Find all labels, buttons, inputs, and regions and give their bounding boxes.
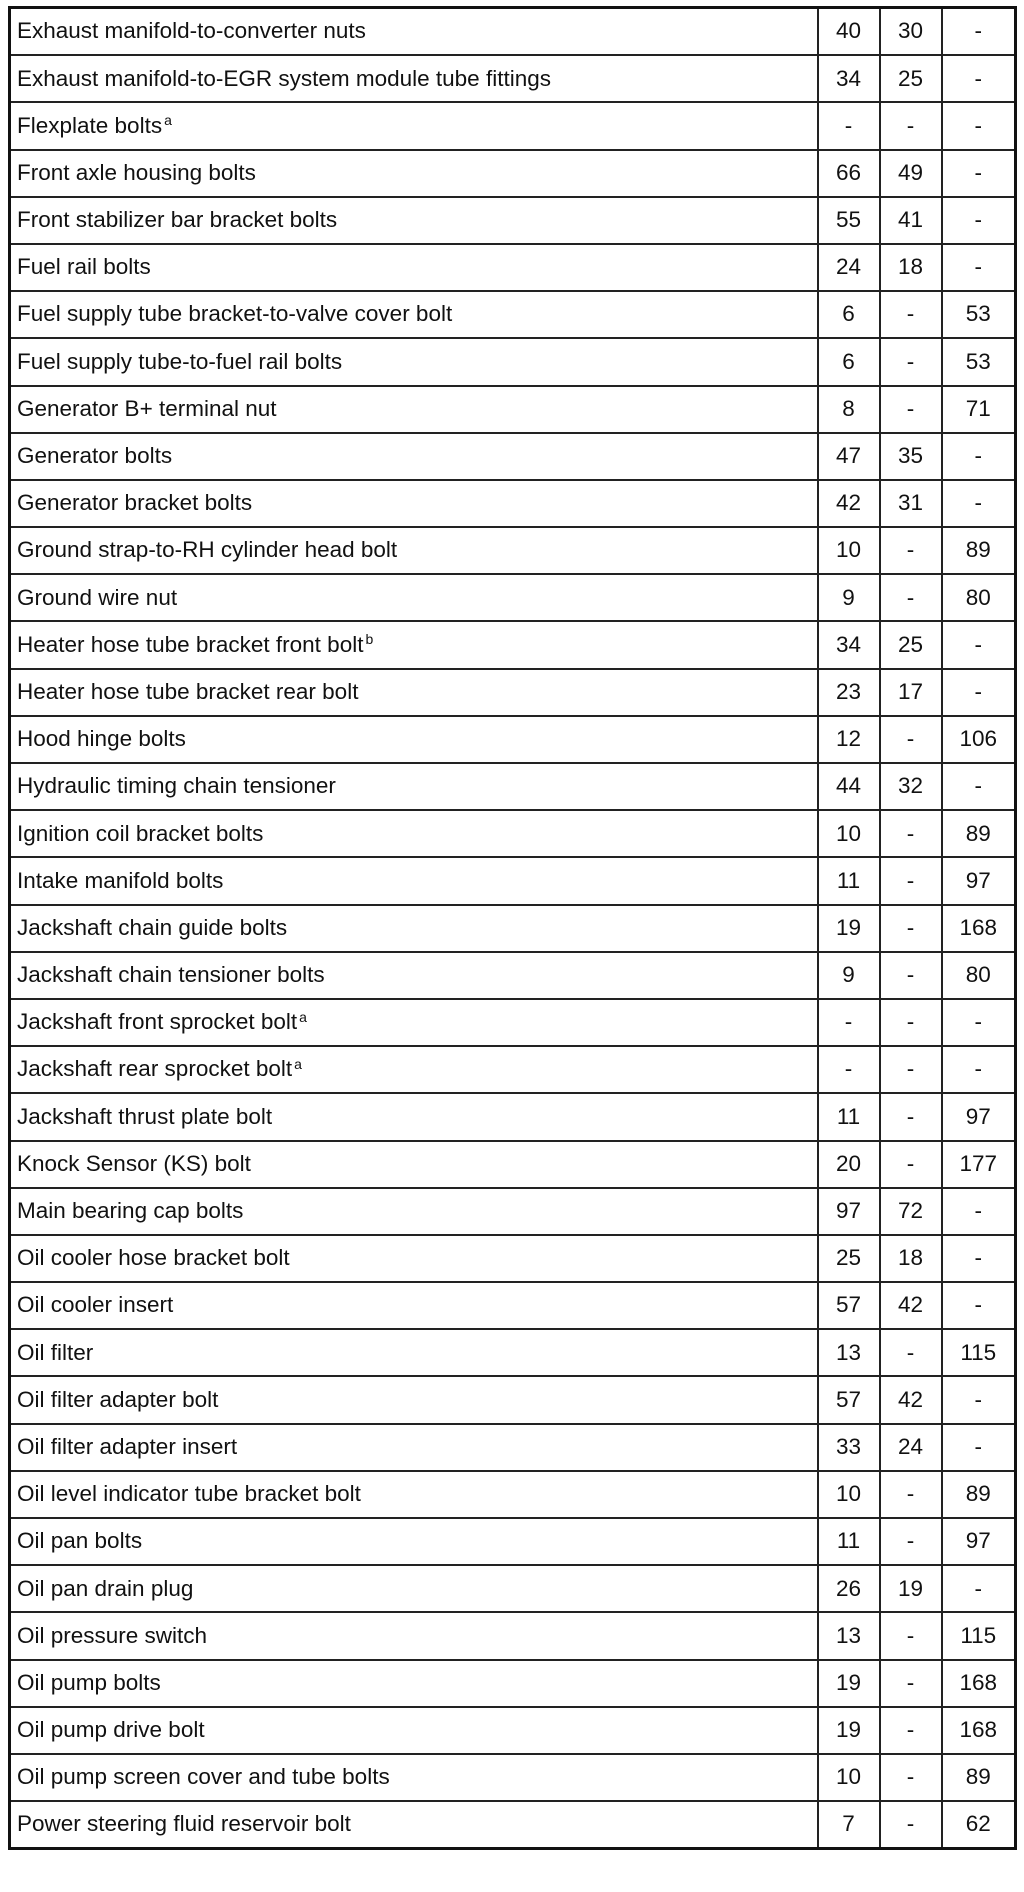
table-row bbox=[10, 386, 1016, 433]
torque-lbin-cell: 62 bbox=[942, 1801, 1016, 1849]
torque-lbft-cell: - bbox=[880, 1612, 942, 1659]
torque-lbft-cell: - bbox=[880, 1471, 942, 1518]
torque-lbft-cell: 24 bbox=[880, 1424, 942, 1471]
torque-nm-cell: 10 bbox=[818, 527, 880, 574]
torque-lbft-cell: - bbox=[880, 905, 942, 952]
torque-nm-cell: 55 bbox=[818, 197, 880, 244]
table-row bbox=[10, 1612, 1016, 1659]
torque-lbin-cell: 168 bbox=[942, 1660, 1016, 1707]
torque-lbft-cell: - bbox=[880, 527, 942, 574]
fastener-description: Heater hose tube bracket front bolt bbox=[17, 631, 364, 657]
fastener-description-cell bbox=[10, 763, 818, 810]
torque-lbft-cell: - bbox=[880, 1093, 942, 1140]
torque-lbin-cell: - bbox=[942, 1188, 1016, 1235]
table-row bbox=[10, 1046, 1016, 1093]
torque-nm-cell: 34 bbox=[818, 55, 880, 102]
fastener-description-cell bbox=[10, 244, 818, 291]
table-row bbox=[10, 1282, 1016, 1329]
torque-nm-cell: 19 bbox=[818, 1660, 880, 1707]
torque-nm-cell: 19 bbox=[818, 1707, 880, 1754]
fastener-description-cell bbox=[10, 1141, 818, 1188]
torque-lbin-cell: 168 bbox=[942, 1707, 1016, 1754]
torque-lbft-cell: 35 bbox=[880, 433, 942, 480]
table-row bbox=[10, 1329, 1016, 1376]
fastener-description: Front stabilizer bar bracket bolts bbox=[17, 207, 338, 233]
torque-lbft-cell: 72 bbox=[880, 1188, 942, 1235]
fastener-description-cell bbox=[10, 669, 818, 716]
table-row bbox=[10, 433, 1016, 480]
torque-nm-cell: 6 bbox=[818, 291, 880, 338]
table-row bbox=[10, 716, 1016, 763]
fastener-description: Heater hose tube bracket rear bolt bbox=[17, 678, 359, 704]
table-row bbox=[10, 102, 1016, 149]
torque-lbin-cell: 71 bbox=[942, 386, 1016, 433]
fastener-description-cell bbox=[10, 433, 818, 480]
fastener-description-cell bbox=[10, 574, 818, 621]
torque-lbft-cell: - bbox=[880, 857, 942, 904]
fastener-description: Front axle housing bolts bbox=[17, 159, 256, 185]
fastener-description-cell bbox=[10, 8, 818, 56]
table-row bbox=[10, 1093, 1016, 1140]
table-row bbox=[10, 669, 1016, 716]
fastener-description: Oil filter bbox=[17, 1339, 94, 1365]
torque-lbin-cell: 106 bbox=[942, 716, 1016, 763]
fastener-description-cell bbox=[10, 197, 818, 244]
table-row bbox=[10, 1565, 1016, 1612]
torque-lbft-cell: 25 bbox=[880, 55, 942, 102]
torque-lbin-cell: - bbox=[942, 621, 1016, 668]
fastener-description-cell bbox=[10, 1282, 818, 1329]
fastener-description-cell bbox=[10, 1235, 818, 1282]
fastener-description-cell bbox=[10, 150, 818, 197]
torque-lbin-cell: 177 bbox=[942, 1141, 1016, 1188]
torque-specifications-table bbox=[8, 6, 1017, 1850]
table-row bbox=[10, 1754, 1016, 1801]
fastener-description: Jackshaft thrust plate bolt bbox=[17, 1103, 273, 1129]
table-row bbox=[10, 338, 1016, 385]
torque-nm-cell: 19 bbox=[818, 905, 880, 952]
torque-lbft-cell: 42 bbox=[880, 1376, 942, 1423]
torque-lbin-cell: - bbox=[942, 1424, 1016, 1471]
fastener-description: Oil filter adapter bolt bbox=[17, 1386, 219, 1412]
torque-lbft-cell: - bbox=[880, 1518, 942, 1565]
torque-lbin-cell: 115 bbox=[942, 1329, 1016, 1376]
table-row bbox=[10, 999, 1016, 1046]
fastener-description: Jackshaft chain guide bolts bbox=[17, 914, 288, 940]
torque-lbin-cell: - bbox=[942, 55, 1016, 102]
torque-lbft-cell: 18 bbox=[880, 1235, 942, 1282]
torque-nm-cell: 40 bbox=[818, 8, 880, 56]
fastener-description-cell bbox=[10, 338, 818, 385]
torque-nm-cell: 9 bbox=[818, 952, 880, 999]
torque-lbft-cell: 18 bbox=[880, 244, 942, 291]
fastener-description-cell bbox=[10, 1046, 818, 1093]
torque-lbft-cell: - bbox=[880, 999, 942, 1046]
fastener-description-cell bbox=[10, 716, 818, 763]
torque-nm-cell: 57 bbox=[818, 1282, 880, 1329]
table-row bbox=[10, 55, 1016, 102]
torque-lbft-cell: - bbox=[880, 102, 942, 149]
fastener-description: Hood hinge bolts bbox=[17, 726, 186, 752]
torque-lbin-cell: - bbox=[942, 480, 1016, 527]
table-row bbox=[10, 1376, 1016, 1423]
fastener-description-cell bbox=[10, 1754, 818, 1801]
torque-nm-cell: 34 bbox=[818, 621, 880, 668]
fastener-description: Generator bolts bbox=[17, 443, 173, 469]
torque-nm-cell: 11 bbox=[818, 1093, 880, 1140]
fastener-description: Oil pump drive bolt bbox=[17, 1717, 205, 1743]
torque-nm-cell: - bbox=[818, 999, 880, 1046]
torque-lbft-cell: - bbox=[880, 1046, 942, 1093]
torque-nm-cell: 26 bbox=[818, 1565, 880, 1612]
torque-lbft-cell: - bbox=[880, 291, 942, 338]
torque-lbin-cell: 53 bbox=[942, 291, 1016, 338]
torque-lbin-cell: 97 bbox=[942, 857, 1016, 904]
fastener-description: Fuel supply tube bracket-to-valve cover bolt bbox=[17, 301, 453, 327]
fastener-description-cell bbox=[10, 1565, 818, 1612]
torque-lbft-cell: - bbox=[880, 1754, 942, 1801]
fastener-description: Jackshaft front sprocket bolt bbox=[17, 1009, 298, 1035]
fastener-description-cell bbox=[10, 1660, 818, 1707]
fastener-description: Flexplate bolts bbox=[17, 112, 163, 138]
table-row bbox=[10, 8, 1016, 56]
fastener-description: Main bearing cap bolts bbox=[17, 1198, 244, 1224]
table-row bbox=[10, 1141, 1016, 1188]
fastener-description: Exhaust manifold-to-EGR system module tube fittings bbox=[17, 65, 551, 91]
torque-nm-cell: 44 bbox=[818, 763, 880, 810]
fastener-description: Oil pan drain plug bbox=[17, 1575, 194, 1601]
torque-nm-cell: - bbox=[818, 1046, 880, 1093]
table-row bbox=[10, 1518, 1016, 1565]
torque-lbft-cell: 31 bbox=[880, 480, 942, 527]
torque-nm-cell: 33 bbox=[818, 1424, 880, 1471]
fastener-description-cell bbox=[10, 621, 818, 668]
torque-nm-cell: 11 bbox=[818, 1518, 880, 1565]
fastener-description: Knock Sensor (KS) bolt bbox=[17, 1150, 251, 1176]
fastener-description-cell bbox=[10, 1801, 818, 1849]
fastener-description: Oil level indicator tube bracket bolt bbox=[17, 1481, 361, 1507]
torque-lbin-cell: - bbox=[942, 669, 1016, 716]
table-row bbox=[10, 244, 1016, 291]
fastener-description: Ignition coil bracket bolts bbox=[17, 820, 264, 846]
torque-lbin-cell: 97 bbox=[942, 1518, 1016, 1565]
torque-lbin-cell: - bbox=[942, 1046, 1016, 1093]
torque-nm-cell: 7 bbox=[818, 1801, 880, 1849]
torque-lbft-cell: - bbox=[880, 952, 942, 999]
torque-nm-cell: 8 bbox=[818, 386, 880, 433]
torque-lbin-cell: - bbox=[942, 150, 1016, 197]
torque-lbin-cell: - bbox=[942, 8, 1016, 56]
torque-lbft-cell: 42 bbox=[880, 1282, 942, 1329]
fastener-description-cell bbox=[10, 1612, 818, 1659]
fastener-description-cell bbox=[10, 386, 818, 433]
fastener-description-cell bbox=[10, 1188, 818, 1235]
torque-lbft-cell: 17 bbox=[880, 669, 942, 716]
table-row bbox=[10, 810, 1016, 857]
torque-lbft-cell: - bbox=[880, 716, 942, 763]
fastener-description: Hydraulic timing chain tensioner bbox=[17, 773, 336, 799]
table-row bbox=[10, 1801, 1016, 1849]
fastener-description: Exhaust manifold-to-converter nuts bbox=[17, 18, 366, 44]
fastener-description: Ground strap-to-RH cylinder head bolt bbox=[17, 537, 398, 563]
table-row bbox=[10, 857, 1016, 904]
torque-lbin-cell: 89 bbox=[942, 527, 1016, 574]
torque-nm-cell: 6 bbox=[818, 338, 880, 385]
torque-nm-cell: 47 bbox=[818, 433, 880, 480]
torque-lbin-cell: - bbox=[942, 433, 1016, 480]
torque-lbft-cell: - bbox=[880, 1707, 942, 1754]
torque-lbft-cell: - bbox=[880, 574, 942, 621]
torque-nm-cell: 97 bbox=[818, 1188, 880, 1235]
table-row bbox=[10, 527, 1016, 574]
torque-lbin-cell: - bbox=[942, 1376, 1016, 1423]
fastener-description-cell bbox=[10, 999, 818, 1046]
torque-nm-cell: 20 bbox=[818, 1141, 880, 1188]
table-row bbox=[10, 621, 1016, 668]
fastener-description-cell bbox=[10, 810, 818, 857]
fastener-description-cell bbox=[10, 55, 818, 102]
torque-lbin-cell: 115 bbox=[942, 1612, 1016, 1659]
table-body bbox=[10, 8, 1016, 1849]
torque-lbft-cell: 41 bbox=[880, 197, 942, 244]
torque-lbin-cell: 80 bbox=[942, 574, 1016, 621]
torque-lbft-cell: - bbox=[880, 1329, 942, 1376]
torque-lbin-cell: - bbox=[942, 244, 1016, 291]
table-row bbox=[10, 763, 1016, 810]
torque-lbin-cell: - bbox=[942, 197, 1016, 244]
fastener-description: Oil pump bolts bbox=[17, 1669, 161, 1695]
torque-lbft-cell: 19 bbox=[880, 1565, 942, 1612]
footnote-marker: b bbox=[365, 631, 374, 648]
torque-nm-cell: 11 bbox=[818, 857, 880, 904]
table-row bbox=[10, 574, 1016, 621]
torque-lbft-cell: 49 bbox=[880, 150, 942, 197]
torque-nm-cell: 66 bbox=[818, 150, 880, 197]
torque-lbft-cell: - bbox=[880, 810, 942, 857]
fastener-description: Power steering fluid reservoir bolt bbox=[17, 1811, 351, 1837]
table-row bbox=[10, 480, 1016, 527]
torque-lbft-cell: - bbox=[880, 1801, 942, 1849]
torque-lbft-cell: 30 bbox=[880, 8, 942, 56]
torque-nm-cell: - bbox=[818, 102, 880, 149]
fastener-description: Intake manifold bolts bbox=[17, 867, 224, 893]
table-row bbox=[10, 1660, 1016, 1707]
torque-nm-cell: 13 bbox=[818, 1329, 880, 1376]
table-row bbox=[10, 1424, 1016, 1471]
torque-lbin-cell: 89 bbox=[942, 1471, 1016, 1518]
fastener-description-cell bbox=[10, 1518, 818, 1565]
torque-lbin-cell: - bbox=[942, 999, 1016, 1046]
fastener-description-cell bbox=[10, 102, 818, 149]
torque-lbft-cell: - bbox=[880, 1141, 942, 1188]
fastener-description-cell bbox=[10, 1707, 818, 1754]
torque-lbft-cell: 32 bbox=[880, 763, 942, 810]
torque-nm-cell: 23 bbox=[818, 669, 880, 716]
torque-nm-cell: 10 bbox=[818, 810, 880, 857]
torque-nm-cell: 10 bbox=[818, 1754, 880, 1801]
table-row bbox=[10, 905, 1016, 952]
table-row bbox=[10, 291, 1016, 338]
table-row bbox=[10, 1707, 1016, 1754]
table-row bbox=[10, 1188, 1016, 1235]
fastener-description-cell bbox=[10, 905, 818, 952]
table-row bbox=[10, 1235, 1016, 1282]
fastener-description-cell bbox=[10, 857, 818, 904]
torque-nm-cell: 10 bbox=[818, 1471, 880, 1518]
fastener-description-cell bbox=[10, 1471, 818, 1518]
fastener-description-cell bbox=[10, 291, 818, 338]
torque-lbin-cell: - bbox=[942, 1282, 1016, 1329]
torque-nm-cell: 9 bbox=[818, 574, 880, 621]
table-row bbox=[10, 150, 1016, 197]
fastener-description: Generator B+ terminal nut bbox=[17, 395, 277, 421]
torque-lbin-cell: 80 bbox=[942, 952, 1016, 999]
torque-nm-cell: 57 bbox=[818, 1376, 880, 1423]
fastener-description: Fuel rail bolts bbox=[17, 254, 151, 280]
fastener-description: Jackshaft rear sprocket bolt bbox=[17, 1056, 293, 1082]
torque-nm-cell: 12 bbox=[818, 716, 880, 763]
torque-lbin-cell: 53 bbox=[942, 338, 1016, 385]
fastener-description-cell bbox=[10, 1424, 818, 1471]
torque-lbin-cell: - bbox=[942, 1235, 1016, 1282]
torque-lbft-cell: 25 bbox=[880, 621, 942, 668]
torque-nm-cell: 42 bbox=[818, 480, 880, 527]
torque-lbin-cell: - bbox=[942, 1565, 1016, 1612]
fastener-description: Oil pressure switch bbox=[17, 1622, 208, 1648]
fastener-description: Ground wire nut bbox=[17, 584, 178, 610]
footnote-marker: a bbox=[164, 112, 172, 129]
fastener-description: Oil pump screen cover and tube bolts bbox=[17, 1764, 390, 1790]
torque-nm-cell: 25 bbox=[818, 1235, 880, 1282]
table-row bbox=[10, 1471, 1016, 1518]
fastener-description-cell bbox=[10, 527, 818, 574]
torque-lbft-cell: - bbox=[880, 1660, 942, 1707]
fastener-description: Oil cooler hose bracket bolt bbox=[17, 1245, 290, 1271]
table-row bbox=[10, 197, 1016, 244]
torque-lbft-cell: - bbox=[880, 338, 942, 385]
fastener-description-cell bbox=[10, 952, 818, 999]
fastener-description-cell bbox=[10, 1376, 818, 1423]
footnote-marker: a bbox=[299, 1008, 307, 1025]
torque-lbin-cell: 89 bbox=[942, 810, 1016, 857]
fastener-description-cell bbox=[10, 1329, 818, 1376]
torque-nm-cell: 13 bbox=[818, 1612, 880, 1659]
footnote-marker: a bbox=[294, 1055, 302, 1072]
fastener-description: Generator bracket bolts bbox=[17, 490, 253, 516]
torque-lbft-cell: - bbox=[880, 386, 942, 433]
torque-lbin-cell: 168 bbox=[942, 905, 1016, 952]
fastener-description: Jackshaft chain tensioner bolts bbox=[17, 962, 325, 988]
table-row bbox=[10, 952, 1016, 999]
fastener-description-cell bbox=[10, 480, 818, 527]
torque-nm-cell: 24 bbox=[818, 244, 880, 291]
fastener-description: Fuel supply tube-to-fuel rail bolts bbox=[17, 348, 343, 374]
torque-lbin-cell: 89 bbox=[942, 1754, 1016, 1801]
fastener-description: Oil filter adapter insert bbox=[17, 1433, 238, 1459]
torque-lbin-cell: - bbox=[942, 763, 1016, 810]
torque-lbin-cell: 97 bbox=[942, 1093, 1016, 1140]
torque-lbin-cell: - bbox=[942, 102, 1016, 149]
fastener-description-cell bbox=[10, 1093, 818, 1140]
fastener-description: Oil cooler insert bbox=[17, 1292, 174, 1318]
fastener-description: Oil pan bolts bbox=[17, 1528, 143, 1554]
